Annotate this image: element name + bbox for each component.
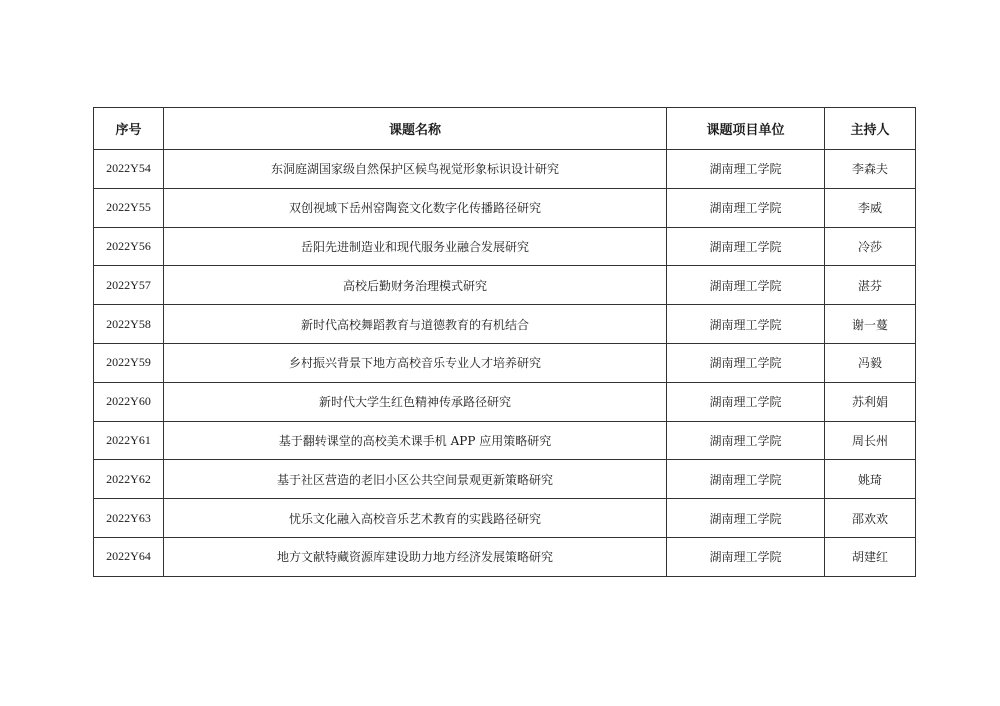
cell-host: 谢一蔓 <box>825 305 916 344</box>
cell-host: 冯毅 <box>825 343 916 382</box>
cell-unit: 湖南理工学院 <box>667 150 825 189</box>
cell-unit: 湖南理工学院 <box>667 537 825 576</box>
cell-unit: 湖南理工学院 <box>667 266 825 305</box>
cell-no: 2022Y62 <box>94 460 164 499</box>
table-row <box>94 266 916 305</box>
cell-title: 新时代大学生红色精神传承路径研究 <box>164 382 667 421</box>
cell-no: 2022Y61 <box>94 421 164 460</box>
cell-unit: 湖南理工学院 <box>667 499 825 538</box>
cell-host: 苏利娟 <box>825 382 916 421</box>
projects-table <box>93 107 916 577</box>
cell-title: 岳阳先进制造业和现代服务业融合发展研究 <box>164 227 667 266</box>
cell-host: 邵欢欢 <box>825 499 916 538</box>
table-row <box>94 305 916 344</box>
cell-no: 2022Y57 <box>94 266 164 305</box>
cell-no: 2022Y58 <box>94 305 164 344</box>
header-title: 课题名称 <box>164 108 667 150</box>
header-host: 主持人 <box>825 108 916 150</box>
header-row <box>94 108 916 150</box>
table-row <box>94 499 916 538</box>
cell-host: 胡建红 <box>825 537 916 576</box>
header-unit: 课题项目单位 <box>667 108 825 150</box>
cell-title: 忧乐文化融入高校音乐艺术教育的实践路径研究 <box>164 499 667 538</box>
cell-unit: 湖南理工学院 <box>667 305 825 344</box>
cell-unit: 湖南理工学院 <box>667 343 825 382</box>
table-row <box>94 227 916 266</box>
cell-unit: 湖南理工学院 <box>667 188 825 227</box>
table-row <box>94 150 916 189</box>
cell-unit: 湖南理工学院 <box>667 227 825 266</box>
table-row <box>94 343 916 382</box>
cell-no: 2022Y64 <box>94 537 164 576</box>
cell-title: 乡村振兴背景下地方高校音乐专业人才培养研究 <box>164 343 667 382</box>
cell-unit: 湖南理工学院 <box>667 460 825 499</box>
cell-title: 东洞庭湖国家级自然保护区候鸟视觉形象标识设计研究 <box>164 150 667 189</box>
cell-unit: 湖南理工学院 <box>667 421 825 460</box>
cell-title: 地方文献特藏资源库建设助力地方经济发展策略研究 <box>164 537 667 576</box>
cell-no: 2022Y56 <box>94 227 164 266</box>
cell-title: 基于社区营造的老旧小区公共空间景观更新策略研究 <box>164 460 667 499</box>
table-row <box>94 421 916 460</box>
cell-unit: 湖南理工学院 <box>667 382 825 421</box>
cell-host: 姚琦 <box>825 460 916 499</box>
cell-title: 双创视域下岳州窑陶瓷文化数字化传播路径研究 <box>164 188 667 227</box>
cell-no: 2022Y63 <box>94 499 164 538</box>
header-no: 序号 <box>94 108 164 150</box>
cell-title: 基于翻转课堂的高校美术课手机 APP 应用策略研究 <box>164 421 667 460</box>
table-row <box>94 537 916 576</box>
cell-host: 李威 <box>825 188 916 227</box>
cell-title: 高校后勤财务治理模式研究 <box>164 266 667 305</box>
cell-host: 冷莎 <box>825 227 916 266</box>
table-row <box>94 382 916 421</box>
cell-host: 湛芬 <box>825 266 916 305</box>
cell-no: 2022Y59 <box>94 343 164 382</box>
cell-no: 2022Y60 <box>94 382 164 421</box>
table-row <box>94 188 916 227</box>
cell-no: 2022Y55 <box>94 188 164 227</box>
cell-host: 周长州 <box>825 421 916 460</box>
cell-title: 新时代高校舞蹈教育与道德教育的有机结合 <box>164 305 667 344</box>
table-row <box>94 460 916 499</box>
cell-host: 李森夫 <box>825 150 916 189</box>
cell-no: 2022Y54 <box>94 150 164 189</box>
